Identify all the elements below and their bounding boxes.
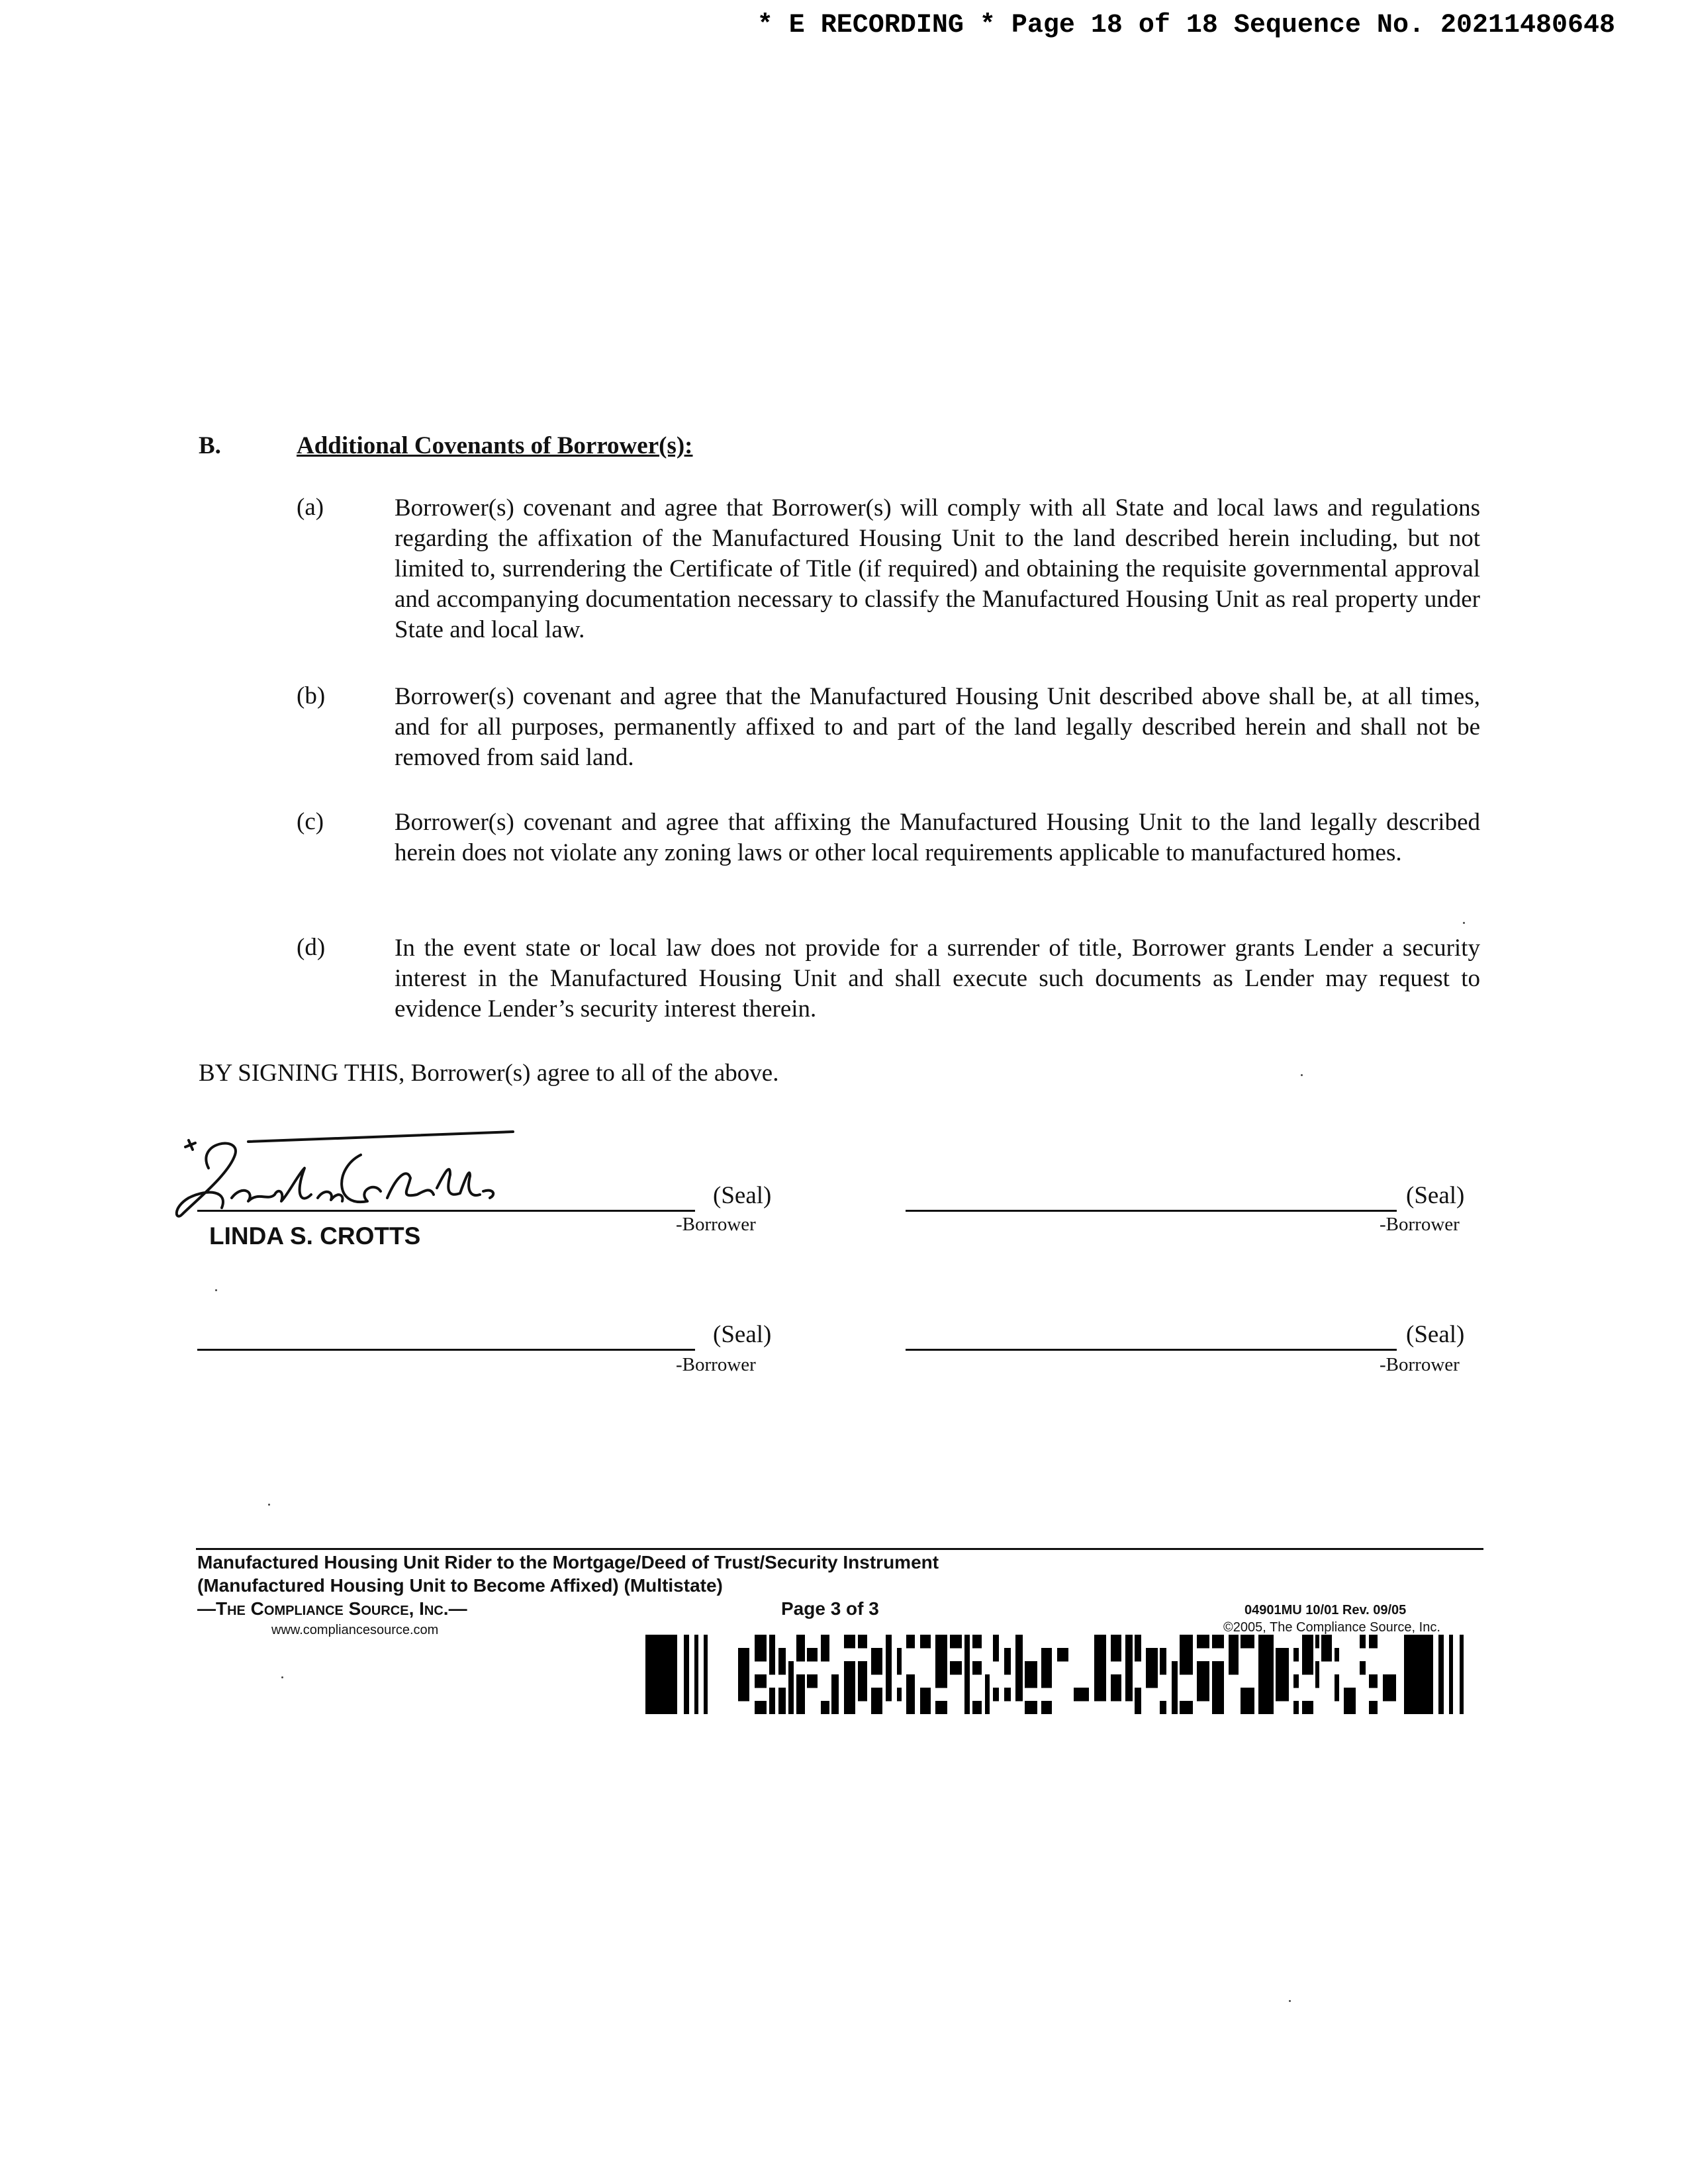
footer-page-number: Page 3 of 3 xyxy=(781,1598,879,1619)
section-letter: B. xyxy=(199,432,221,459)
borrower-role-1: -Borrower xyxy=(676,1214,756,1235)
recording-header: * E RECORDING * Page 18 of 18 Sequence No. 20211480648 xyxy=(757,11,1615,40)
item-b-label: (b) xyxy=(297,682,326,709)
footer-copyright: ©2005, The Compliance Source, Inc. xyxy=(1223,1620,1440,1635)
item-a-text: Borrower(s) covenant and agree that Borrower(s) will comply with all State and local laws and regulations regarding the affixation of the Manufactured Housing Unit to the land described herein including, but not limited to, surrendering the Certificate of Title (if required) and obtaining the requisite governmental approval and accompanying documentation necessary to classify the Manufactured Housing Unit as real property under State and local law. xyxy=(395,494,1480,643)
section-title: Additional Covenants of Borrower(s): xyxy=(297,432,693,459)
seal-label-2: (Seal) xyxy=(1406,1182,1465,1209)
item-a-label: (a) xyxy=(297,494,324,521)
footer-company: —The Compliance Source, Inc.— xyxy=(197,1598,467,1619)
signature-line-3 xyxy=(197,1349,695,1351)
footer-title-line1: Manufactured Housing Unit Rider to the Mortgage/Deed of Trust/Security Instrument xyxy=(197,1552,939,1572)
signature-line-1 xyxy=(197,1210,695,1212)
closing-statement: BY SIGNING THIS, Borrower(s) agree to all of the above. xyxy=(199,1060,779,1087)
signature-line-4 xyxy=(906,1349,1397,1351)
item-b-text: Borrower(s) covenant and agree that the Manufactured Housing Unit described above shall be, at all times, and for all purposes, permanently affixed to and part of the land legally described herein and shall not be removed from said land. xyxy=(395,683,1480,771)
footer-website: www.compliancesource.com xyxy=(271,1623,439,1637)
item-d-label: (d) xyxy=(297,934,326,961)
barcode-graphic xyxy=(645,1635,1473,1714)
item-d-text: In the event state or local law does not provide for a surrender of title, Borrower grants Lender a security interest in the Manufactured Housing Unit and shall execute such documents as Lender may request to evidence Lender’s security interest therein. xyxy=(395,934,1480,1023)
seal-label-4: (Seal) xyxy=(1406,1321,1465,1348)
footer-form-code: 04901MU 10/01 Rev. 09/05 xyxy=(1244,1603,1407,1617)
borrower-role-4: -Borrower xyxy=(1380,1354,1460,1375)
signer-name: LINDA S. CROTTS xyxy=(209,1222,421,1250)
item-c-text: Borrower(s) covenant and agree that affixing the Manufactured Housing Unit to the land legally described herein does not violate any zoning laws or other local requirements applicable to manufactured homes. xyxy=(395,809,1480,866)
item-c-label: (c) xyxy=(297,808,324,835)
barcode xyxy=(645,1635,1473,1714)
seal-label-3: (Seal) xyxy=(713,1321,772,1348)
seal-label-1: (Seal) xyxy=(713,1182,772,1209)
signature-line-2 xyxy=(906,1210,1397,1212)
borrower-role-2: -Borrower xyxy=(1380,1214,1460,1235)
footer-title-line2: (Manufactured Housing Unit to Become Affixed) (Multistate) xyxy=(197,1575,723,1596)
handwritten-signature xyxy=(169,1128,539,1228)
borrower-role-3: -Borrower xyxy=(676,1354,756,1375)
footer-rule xyxy=(196,1548,1483,1550)
